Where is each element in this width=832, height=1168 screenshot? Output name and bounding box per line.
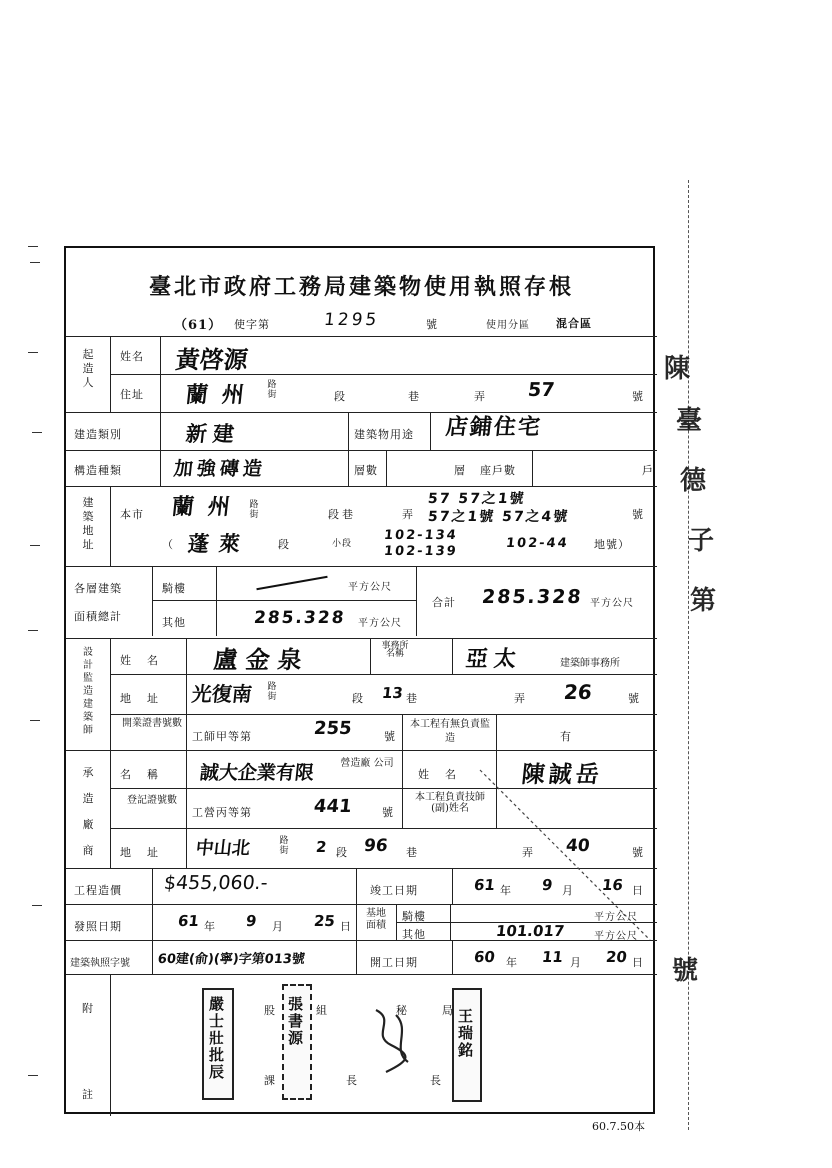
contractor-name-value: 誠大企業有限 <box>198 762 316 784</box>
start-day: 20 <box>605 948 628 966</box>
permit-label: 建築執照字號 <box>70 958 130 969</box>
col-divider <box>452 638 453 674</box>
designer-supervise-label: 本工程有無負責監造 <box>410 719 490 744</box>
notes-label-1: 附 <box>82 1002 94 1015</box>
contractor-alley-label: 弄 <box>522 846 534 859</box>
col-divider <box>160 450 161 486</box>
applicant-alley-label: 弄 <box>474 390 486 403</box>
designer-reg-hao: 號 <box>384 730 396 743</box>
license-number: 1295 <box>322 310 381 330</box>
start-year: 60 <box>473 948 496 966</box>
designer-reg-number: 255 <box>312 718 353 739</box>
cost-label: 工程造價 <box>74 884 122 897</box>
contractor-lane-label: 巷 <box>406 846 418 859</box>
crease <box>460 760 660 960</box>
designer-sect-label: 段 <box>352 692 364 705</box>
cost-value: $455,060.- <box>162 872 269 894</box>
start-unit-year: 年 <box>506 956 518 969</box>
margin-line <box>688 180 689 1130</box>
col-divider <box>110 638 111 750</box>
site-land-open: （ <box>162 538 174 551</box>
contractor-address-label: 地址 <box>120 846 174 859</box>
designer-address-label: 地址 <box>120 692 174 705</box>
applicant-sect-label: 段 <box>334 390 346 403</box>
margin-char: 號 <box>672 956 699 986</box>
contractor-person-label: 姓名 <box>418 768 472 781</box>
building-area-sqm-2: 平方公尺 <box>594 931 638 942</box>
row-divider <box>66 336 657 337</box>
site-numbers-value: 57 57之1號 <box>427 491 527 507</box>
license-char: 使字第 <box>234 318 270 331</box>
margin-mark <box>28 630 38 631</box>
row-divider <box>152 600 416 601</box>
row-divider <box>110 674 657 675</box>
applicant-section-label: 起造人 <box>82 348 94 389</box>
applicant-name-label: 姓名 <box>120 350 144 363</box>
site-numbers-value2: 57之1號 57之4號 <box>427 509 571 525</box>
area-arcade-sqm: 平方公尺 <box>348 582 392 593</box>
floors-label: 層數 <box>354 464 378 477</box>
contractor-lane-value: 96 <box>362 836 389 856</box>
use-label: 建築物用途 <box>354 428 414 441</box>
completion-label: 竣工日期 <box>370 884 418 897</box>
approval-stamp-1 <box>202 988 234 1100</box>
completion-unit-month: 月 <box>562 884 574 897</box>
margin-char: 子 <box>688 526 715 556</box>
col-divider <box>452 940 453 974</box>
site-section-label: 建築地址 <box>82 496 94 551</box>
footer-note: 60.7.50本 <box>592 1120 645 1133</box>
completion-unit-day: 日 <box>632 884 644 897</box>
contractor-reg-number: 441 <box>312 796 353 817</box>
area-total-label: 合計 <box>432 596 456 609</box>
building-area-sqm-1: 平方公尺 <box>594 912 638 923</box>
applicant-lane-label: 巷 <box>408 390 420 403</box>
approval-label: 秘 <box>396 1004 408 1017</box>
start-label: 開工日期 <box>370 956 418 969</box>
contractor-section-label: 承造廠商 <box>82 766 94 857</box>
designer-alley-label: 弄 <box>514 692 526 705</box>
col-divider <box>370 638 371 674</box>
row-divider <box>110 714 657 715</box>
stamp-text: 王瑞銘 <box>458 1007 474 1059</box>
designer-name-label: 姓名 <box>120 654 174 667</box>
approval-stamp-3 <box>452 988 482 1102</box>
start-unit-month: 月 <box>570 956 582 969</box>
site-lane-label: 巷 <box>342 508 354 521</box>
site-road-suffix: 路街 <box>249 500 259 520</box>
category-value: 新建 <box>184 422 242 446</box>
structure-value: 加強磚造 <box>172 458 268 480</box>
issue-label: 發照日期 <box>74 920 122 933</box>
start-month: 11 <box>541 948 564 966</box>
designer-name-value: 盧金泉 <box>212 646 312 674</box>
col-divider <box>532 450 533 486</box>
area-section-label-1: 各層建築 <box>74 582 122 595</box>
issue-day: 25 <box>313 912 336 930</box>
contractor-person-value: 陳誠岳 <box>520 762 605 788</box>
designer-reg-class: 工師甲等第 <box>192 730 252 743</box>
contractor-number-value: 40 <box>564 836 591 856</box>
designer-lane-value: 13 <box>381 684 404 702</box>
row-divider <box>66 750 657 751</box>
designer-road-value: 光復南 <box>190 682 254 706</box>
completion-unit-year: 年 <box>500 884 512 897</box>
site-sect-label: 段 <box>328 508 340 521</box>
applicant-road-value: 蘭州 <box>184 383 260 408</box>
contractor-reg-class: 工營丙等第 <box>192 806 252 819</box>
site-road-value: 蘭州 <box>170 495 246 520</box>
col-divider <box>186 750 187 868</box>
license-year: （61） <box>174 318 223 333</box>
approval-label: 組 <box>316 1004 328 1017</box>
contractor-sect-value: 2 <box>315 838 328 856</box>
contractor-sect-label: 段 <box>336 846 348 859</box>
start-unit-day: 日 <box>632 956 644 969</box>
row-divider <box>110 374 657 375</box>
building-area-other: 101.017 <box>495 922 566 940</box>
col-divider <box>452 868 453 904</box>
zone-value: 混合區 <box>556 317 592 330</box>
designer-supervise-value: 有 <box>560 730 572 743</box>
col-divider <box>450 904 451 940</box>
site-alley-label: 弄 <box>402 508 414 521</box>
area-other-label: 其他 <box>162 616 186 629</box>
building-area-label: 基地面積 <box>366 908 386 931</box>
margin-mark <box>28 352 38 353</box>
other-label: 其他 <box>402 928 426 941</box>
col-divider <box>386 450 387 486</box>
col-divider <box>416 566 417 636</box>
designer-office-suffix: 建築師事務所 <box>560 658 620 669</box>
col-divider <box>160 412 161 450</box>
structure-label: 構造種類 <box>74 464 122 477</box>
license-hao: 號 <box>426 318 438 331</box>
site-land-value: 蓬萊 <box>186 532 252 556</box>
issue-year: 61 <box>177 912 200 930</box>
units-label: 座戶數 <box>480 464 516 477</box>
contractor-road-value: 中山北 <box>194 838 251 859</box>
col-divider <box>496 714 497 750</box>
designer-number-value: 26 <box>562 680 594 704</box>
site-number-label: 號 <box>632 508 644 521</box>
margin-mark <box>32 905 42 906</box>
approval-label: 長 <box>346 1074 358 1087</box>
stamp-text: 嚴士壯批辰 <box>209 995 225 1081</box>
col-divider <box>152 566 153 636</box>
designer-office-value: 亞太 <box>464 647 524 672</box>
contractor-number-label: 號 <box>632 846 644 859</box>
contractor-reg-label: 登記證號數 <box>127 795 177 806</box>
designer-office-label: 事務所名稱 <box>381 641 409 659</box>
col-divider <box>110 750 111 868</box>
margin-mark <box>30 545 40 546</box>
signature <box>366 1000 426 1080</box>
col-divider <box>110 486 111 566</box>
approval-stamp-2 <box>282 984 312 1100</box>
site-lot-3: 102-44 <box>505 536 570 551</box>
margin-mark <box>28 1075 38 1076</box>
row-divider <box>66 412 657 413</box>
site-city-label: 本市 <box>120 508 144 521</box>
contractor-engineer-label: 本工程負責技師(副)姓名 <box>415 792 485 814</box>
license-form <box>64 246 655 1114</box>
margin-mark <box>30 720 40 721</box>
margin-char: 陳 <box>664 354 691 384</box>
col-divider <box>216 566 217 636</box>
col-divider <box>152 868 153 974</box>
row-divider <box>66 974 657 975</box>
use-value: 店鋪住宅 <box>444 415 544 440</box>
row-divider <box>66 486 657 487</box>
row-divider <box>66 566 657 567</box>
issue-unit-year: 年 <box>204 920 216 933</box>
floors-unit: 層 <box>454 464 466 477</box>
designer-lane-label: 巷 <box>406 692 418 705</box>
col-divider <box>348 412 349 450</box>
form-title: 臺北市政府工務局建築物使用執照存根 <box>148 274 574 300</box>
applicant-name-value: 黃啓源 <box>174 346 250 374</box>
completion-year: 61 <box>473 876 496 894</box>
area-total-value: 285.328 <box>480 586 584 608</box>
col-divider <box>430 412 431 450</box>
contractor-company-suffix: 營造廠 公司 <box>340 758 394 769</box>
approval-label: 局 <box>442 1004 454 1017</box>
area-other-value: 285.328 <box>252 608 347 628</box>
permit-value: 60建(俞)(寧)字第013號 <box>157 952 306 967</box>
approval-label: 課 <box>264 1074 276 1087</box>
site-lot-1: 102-134 <box>383 528 459 543</box>
issue-unit-day: 日 <box>340 920 352 933</box>
site-land-subsect: 小段 <box>332 539 353 549</box>
notes-label-2: 註 <box>82 1088 94 1101</box>
margin-char: 臺 <box>676 406 703 436</box>
issue-unit-month: 月 <box>272 920 284 933</box>
row-divider <box>66 638 657 639</box>
col-divider <box>348 450 349 486</box>
col-divider <box>110 974 111 1116</box>
applicant-number-value: 57 <box>526 379 556 401</box>
category-label: 建造類別 <box>74 428 122 441</box>
margin-char: 德 <box>680 466 707 496</box>
units-unit: 戶 <box>642 464 654 477</box>
col-divider <box>402 714 403 750</box>
completion-month: 9 <box>541 876 554 894</box>
stamp-text: 張書源 <box>288 995 304 1047</box>
designer-road-suffix: 路街 <box>267 682 277 702</box>
dash-stroke <box>256 576 327 590</box>
approval-label: 長 <box>430 1074 442 1087</box>
designer-section-label: 設計監造建築師 <box>83 647 93 736</box>
site-land-close: 地號） <box>594 538 630 551</box>
col-divider <box>402 750 403 788</box>
area-total-sqm: 平方公尺 <box>590 598 634 609</box>
area-arcade-label: 騎樓 <box>162 582 186 595</box>
contractor-road-suffix: 路街 <box>279 836 289 856</box>
row-divider <box>66 450 657 451</box>
margin-mark <box>28 246 38 247</box>
col-divider <box>356 868 357 974</box>
applicant-address-label: 住址 <box>120 388 144 401</box>
site-lot-2: 102-139 <box>383 544 459 559</box>
zone-label: 使用分區 <box>486 320 530 331</box>
area-other-sqm: 平方公尺 <box>358 618 402 629</box>
issue-month: 9 <box>245 912 258 930</box>
approval-label: 股 <box>264 1004 276 1017</box>
col-divider <box>402 788 403 828</box>
designer-number-label: 號 <box>628 692 640 705</box>
margin-char: 第 <box>690 586 717 616</box>
area-section-label-2: 面積總計 <box>74 610 122 623</box>
designer-reg-label: 開業證書號數 <box>122 718 182 729</box>
completion-day: 16 <box>601 876 624 894</box>
contractor-reg-hao: 號 <box>382 806 394 819</box>
applicant-road-suffix: 路街 <box>267 380 277 400</box>
margin-mark <box>32 432 42 433</box>
col-divider <box>186 638 187 750</box>
contractor-name-label: 名稱 <box>120 768 174 781</box>
applicant-number-label: 號 <box>632 390 644 403</box>
site-land-sect: 段 <box>278 538 290 551</box>
arcade-label: 騎樓 <box>402 910 426 923</box>
margin-mark <box>30 262 40 263</box>
